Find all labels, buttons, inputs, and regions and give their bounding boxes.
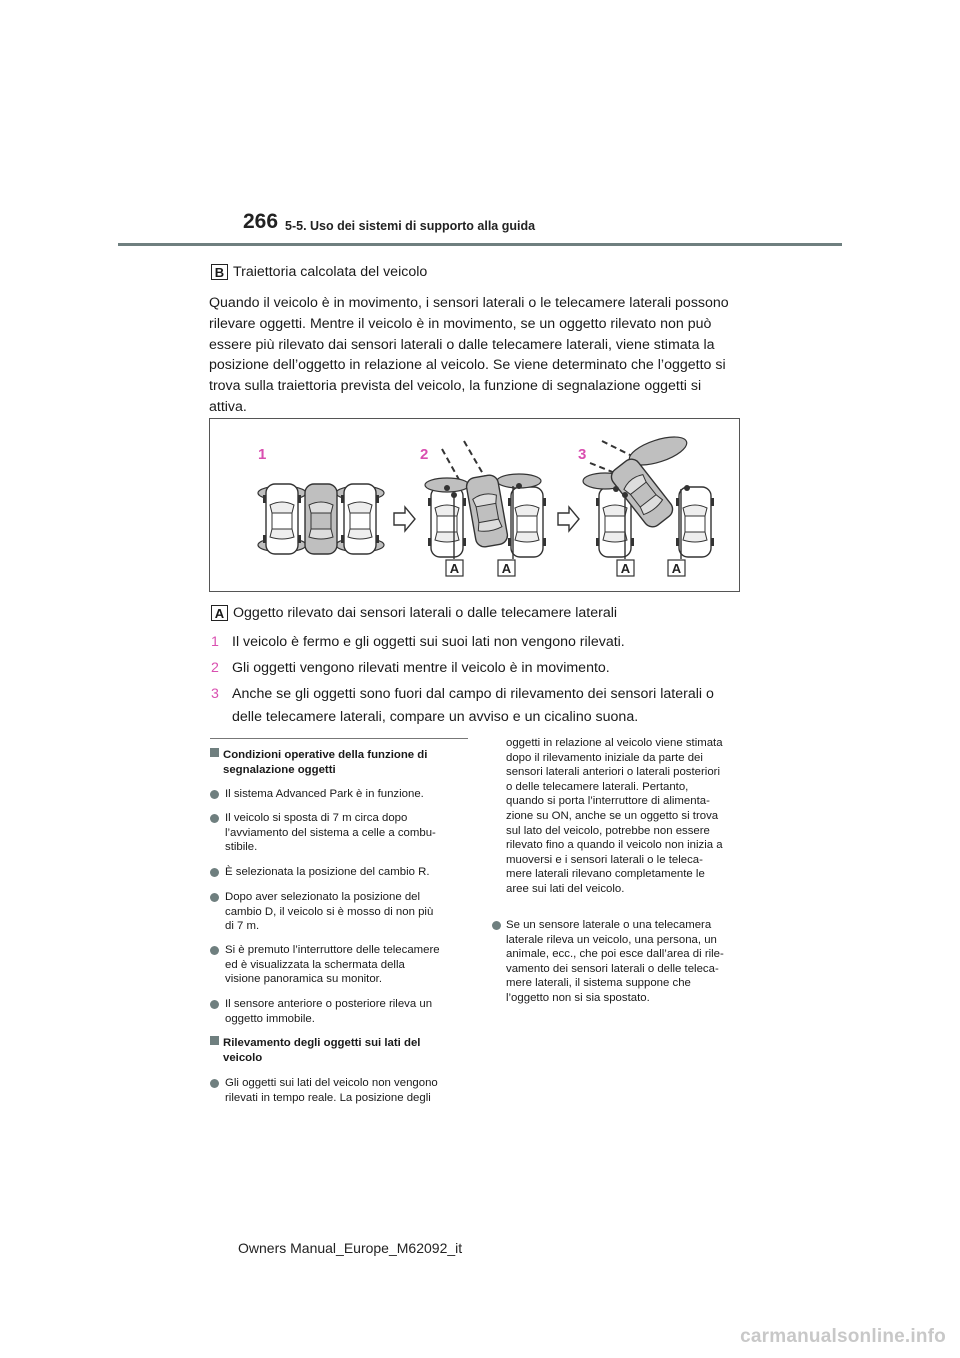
page-number: 266 [243, 210, 279, 233]
callout-a [617, 560, 634, 576]
parking-diagram-svg [210, 419, 739, 591]
detected-object-dot [613, 486, 619, 492]
intro-line: attiva. [209, 398, 247, 415]
bullet-icon [210, 790, 219, 799]
step-item [211, 683, 751, 705]
svg-text:A: A [449, 561, 460, 576]
bullet-icon [492, 921, 501, 930]
footer-doc-id: Owners Manual_Europe_M62092_it [238, 1240, 463, 1256]
step-item [211, 657, 751, 679]
list-item: Si è premuto l’interruttore delle telecamere ed è visualizzata la schermata della visione panoramica su monitor. [225, 943, 475, 987]
bullet-icon [210, 1000, 219, 1009]
section-title: 5-5. Uso dei sistemi di supporto alla guida [285, 219, 536, 233]
intro-line: Quando il veicolo è in movimento, i sensori laterali o le telecamere laterali possono [209, 295, 729, 311]
arrow-icon [558, 507, 579, 531]
header-rule [118, 243, 842, 246]
step-item [211, 631, 751, 653]
parked-car [676, 487, 714, 557]
watermark: carmanualsonline.info [740, 1326, 946, 1347]
intro-line: posizione dell’oggetto in relazione al veicolo. Se viene determinato che l’oggetto si [209, 357, 726, 374]
detected-object-dot [516, 483, 522, 489]
list-item: Se un sensore laterale o una telecamera laterale rileva un veicolo, una persona, un animale, ecc., che poi esce dall’area di rile- vamento dei sensori laterali o delle teleca- mere laterali, il sistema suppone che l’oggetto non si sia spostato. [506, 918, 756, 1006]
list-item: Gli oggetti sui lati del veicolo non vengono rilevati in tempo reale. La posizione degli [225, 1076, 475, 1105]
legend-b [211, 262, 427, 282]
list-item: Il veicolo si sposta di 7 m circa dopo l’avviamento del sistema a celle a combu- stibile. [225, 811, 475, 855]
step-text: Il veicolo è fermo e gli oggetti sui suoi lati non vengono rilevati. [232, 634, 625, 650]
bullet-icon [210, 868, 219, 877]
svg-text:A: A [620, 561, 631, 576]
parked-car [341, 484, 379, 554]
step-label-1: 1 [258, 446, 267, 463]
list-item: Dopo aver selezionato la posizione del cambio D, il veicolo si è mosso di non più di 7 m. [225, 890, 475, 934]
square-bullet-icon [210, 748, 219, 757]
svg-text:A: A [671, 561, 682, 576]
intro-line: essere più rilevato dai sensori laterali o dalle telecamere laterali, viene stimata la [209, 336, 715, 353]
step-continuation: delle telecamere laterali, compare un avviso e un cicalino suona. [232, 709, 639, 725]
heading-operating-conditions: Condizioni operative della funzione di segnalazione oggetti [210, 748, 470, 777]
intro-line: rilevare oggetti. Mentre il veicolo è in movimento, se un oggetto rilevato non può [209, 315, 712, 332]
detected-object-dot [444, 485, 450, 491]
step-label-2: 2 [420, 446, 429, 463]
bullet-icon [210, 893, 219, 902]
bullet-icon [210, 1079, 219, 1088]
bullet-icon [210, 946, 219, 955]
step-text: Gli oggetti vengono rilevati mentre il veicolo è in movimento. [232, 660, 610, 676]
list-item: Il sistema Advanced Park è in funzione. [225, 787, 475, 802]
legend-b-text: Traiettoria calcolata del veicolo [233, 264, 428, 280]
heading-side-detection: Rilevamento degli oggetti sui lati del veicolo [210, 1036, 470, 1065]
step-number: 3 [211, 686, 219, 702]
intro-line: trova sulla traiettoria prevista del veicolo, la funzione di segnalazione oggetti si [209, 378, 702, 395]
svg-text:A: A [501, 561, 512, 576]
legend-a-text: Oggetto rilevato dai sensori laterali o dalle telecamere laterali [233, 605, 618, 621]
parked-car [428, 487, 466, 557]
list-item: Il sensore anteriore o posteriore rileva un oggetto immobile. [225, 997, 475, 1026]
legend-a [211, 603, 617, 623]
step-label-3: 3 [578, 446, 587, 463]
parking-diagram [209, 418, 740, 592]
step-number: 1 [211, 634, 219, 650]
square-bullet-icon [210, 1036, 219, 1045]
bullet-icon [210, 814, 219, 823]
step-number: 2 [211, 660, 219, 676]
step-text: Anche se gli oggetti sono fuori dal campo di rilevamento dei sensori laterali o [232, 686, 714, 702]
callout-a [446, 560, 463, 576]
detected-object-dot [684, 485, 690, 491]
list-item: È selezionata la posizione del cambio R. [225, 865, 475, 880]
legend-b-key: B [211, 264, 228, 280]
column-rule [210, 738, 468, 739]
own-vehicle [305, 484, 337, 554]
callout-a [668, 560, 685, 576]
continued-paragraph: oggetti in relazione al veicolo viene stimata dopo il rilevamento iniziale da parte dei sensori laterali anteriori o laterali posteriori o delle telecamere laterali. Pertanto, quando si porta l’interruttore di alimenta- zione su ON, anche se un oggetto si trova sul lato del veicolo, potrebbe non essere rilevato fino a quando il veicolo non inizia a muoversi e i sensori laterali o le teleca- mere laterali rilevano completamente le aree sui lati del veicolo. [506, 737, 723, 895]
legend-a-key: A [211, 605, 228, 621]
callout-a [498, 560, 515, 576]
parked-car [508, 487, 546, 557]
intro-paragraph [209, 293, 769, 418]
arrow-icon [394, 507, 415, 531]
parked-car [263, 484, 301, 554]
